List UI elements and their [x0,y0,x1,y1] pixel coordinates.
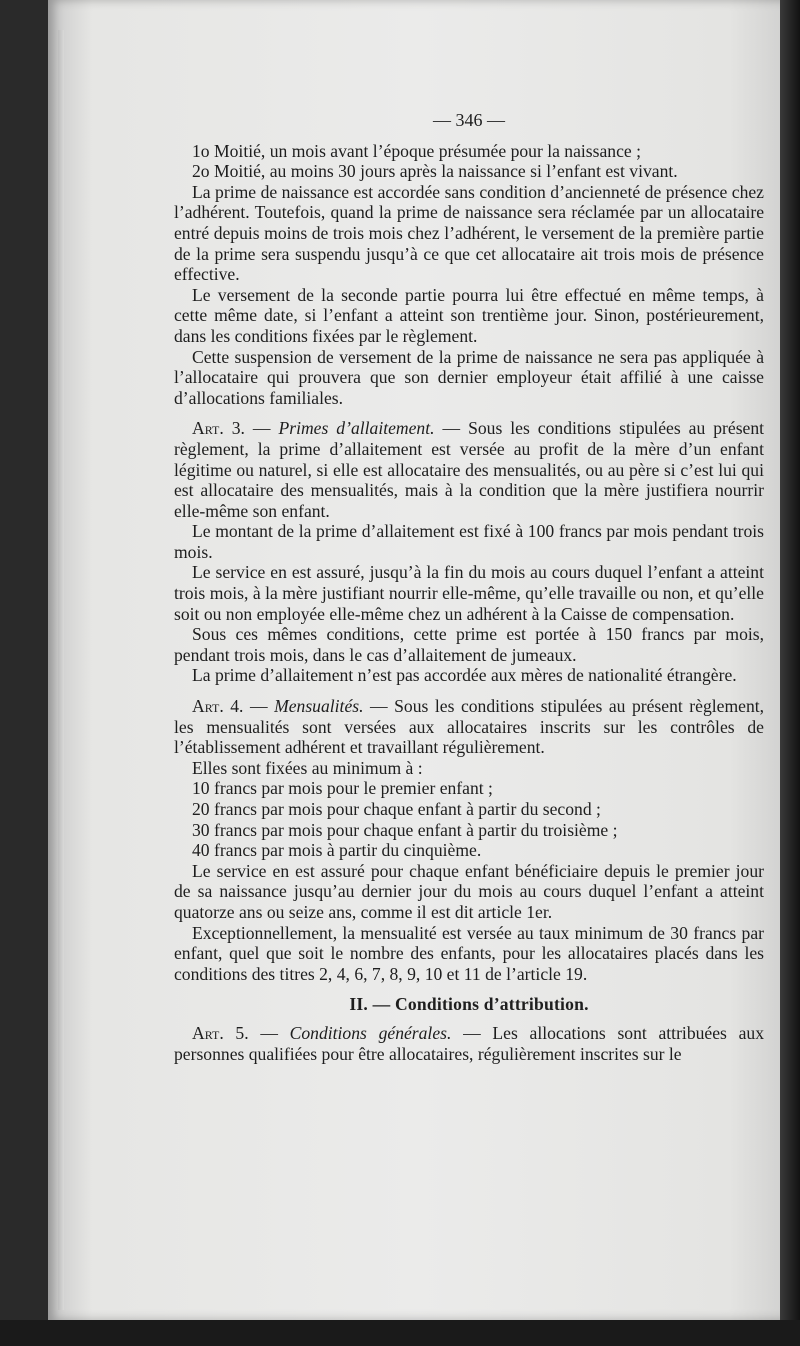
paragraph: Le service en est assuré, jusqu’à la fin du mois au cours duquel l’enfant a atteint trois mois, à la mère justifiant nourrir elle-même, qu’elle travaille ou non, et qu’elle soit ou non employée elle-même chez un adhérent à la Caisse de compensation. [174,562,764,624]
paragraph: Elles sont fixées au minimum à : [192,757,423,778]
article-text: Les allocations sont attribuées aux personnes qualifiées pour être allocataires, régulièrement inscrites sur le [174,1022,764,1064]
article-4: Art. 4. — Mensualités. — Sous les conditions stipulées au présent règlement, les mensualités sont versées aux allocataires inscrits sur les contrôles de l’établissement adhérent et travaillant régulièrement. [174,696,765,758]
scan-border-right [780,0,800,1346]
page-number: — 346 — [433,110,505,130]
paragraph: 2o Moitié, au moins 30 jours après la naissance si l’enfant est vivant. [192,161,678,182]
page-text [174,104,764,1064]
paragraph: 1o Moitié, un mois avant l’époque présumée pour la naissance ; [192,140,642,161]
paragraph: Le service en est assuré pour chaque enfant bénéficiaire depuis le premier jour de sa naissance jusqu’au dernier jour du mois au cours duquel l’enfant a atteint quatorze ans ou seize ans, comme il est dit article 1er. [174,860,764,922]
list-item: 30 francs par mois pour chaque enfant à partir du troisième ; [192,819,618,840]
article-title: Conditions générales. [289,1022,452,1043]
article-title: Primes d’allaitement. [278,418,435,439]
paragraph: La prime d’allaitement n’est pas accordée aux mères de nationalité étrangère. [192,665,737,686]
article-title: Mensualités. [274,696,364,717]
list-item: 40 francs par mois à partir du cinquième. [192,840,482,861]
article-label: Art. 3. [192,418,245,439]
list-item: 20 francs par mois pour chaque enfant à partir du second ; [192,799,601,819]
article-text: Sous les conditions stipulées au présent règlement, la prime d’allaitement est versée au profit de la mère d’un enfant légitime ou naturel, si elle est allocataire des mensualités, ou au père si c’est lui qui est allocataire des mensualités, mais à la condition que la mère justifiera nourrir elle-même son enfant. [174,418,765,521]
list-item: 10 francs par mois pour le premier enfant ; [192,778,493,799]
paragraph: Le versement de la seconde partie pourra lui être effectué en même temps, à cette même date, si l’enfant a atteint son trentième jour. Sinon, postérieurement, dans les conditions fixées par le règlement. [174,284,764,346]
section-heading: II. — Conditions d’attribution. [349,994,589,1015]
scan-border-bottom [0,1320,800,1346]
binding-edge [58,30,64,1310]
article-3: Art. 3. — Primes d’allaitement. — Sous les conditions stipulées au présent règlement, la prime d’allaitement est versée au profit de la mère d’un enfant légitime ou naturel, si elle est allocataire des mensualités, ou au père si c’est lui qui est allocataire des mensualités, mais à la condition que la mère justifiera nourrir elle-même son enfant. [174,418,765,521]
paragraph: Sous ces mêmes conditions, cette prime est portée à 150 francs par mois, pendant trois mois, dans le cas d’allaitement de jumeaux. [174,624,764,665]
article-label: Art. 5. [192,1022,249,1043]
paragraph: La prime de naissance est accordée sans condition d’ancienneté de présence chez l’adhérent. Toutefois, quand la prime de naissance sera réclamée par un allocataire entré depuis moins de trois mois chez l’adhérent, le versement de la première partie de la prime sera suspendu jusqu’à ce que cet allocataire ait trois mois de présence effective. [174,181,764,285]
paragraph: Cette suspension de versement de la prime de naissance ne sera pas appliquée à l’allocataire qui prouvera que son dernier employeur était affilié à une caisse d’allocations familiales. [174,346,764,408]
paragraph: Le montant de la prime d’allaitement est fixé à 100 francs par mois pendant trois mois. [174,521,764,562]
article-text: Sous les conditions stipulées au présent règlement, les mensualités sont versées aux allocataires inscrits sur les contrôles de l’établissement adhérent et travaillant régulièrement. [174,696,765,758]
article-5: Art. 5. — Conditions générales. — Les allocations sont attribuées aux personnes qualifiées pour être allocataires, régulièrement inscrites sur le [174,1022,764,1064]
article-label: Art. 4. [192,696,244,717]
paragraph: Exceptionnellement, la mensualité est versée au taux minimum de 30 francs par enfant, quel que soit le nombre des enfants, pour les allocataires placés dans les conditions des titres 2, 4, 6, 7, 8, 9, 10 et 11 de l’article 19. [174,922,764,984]
